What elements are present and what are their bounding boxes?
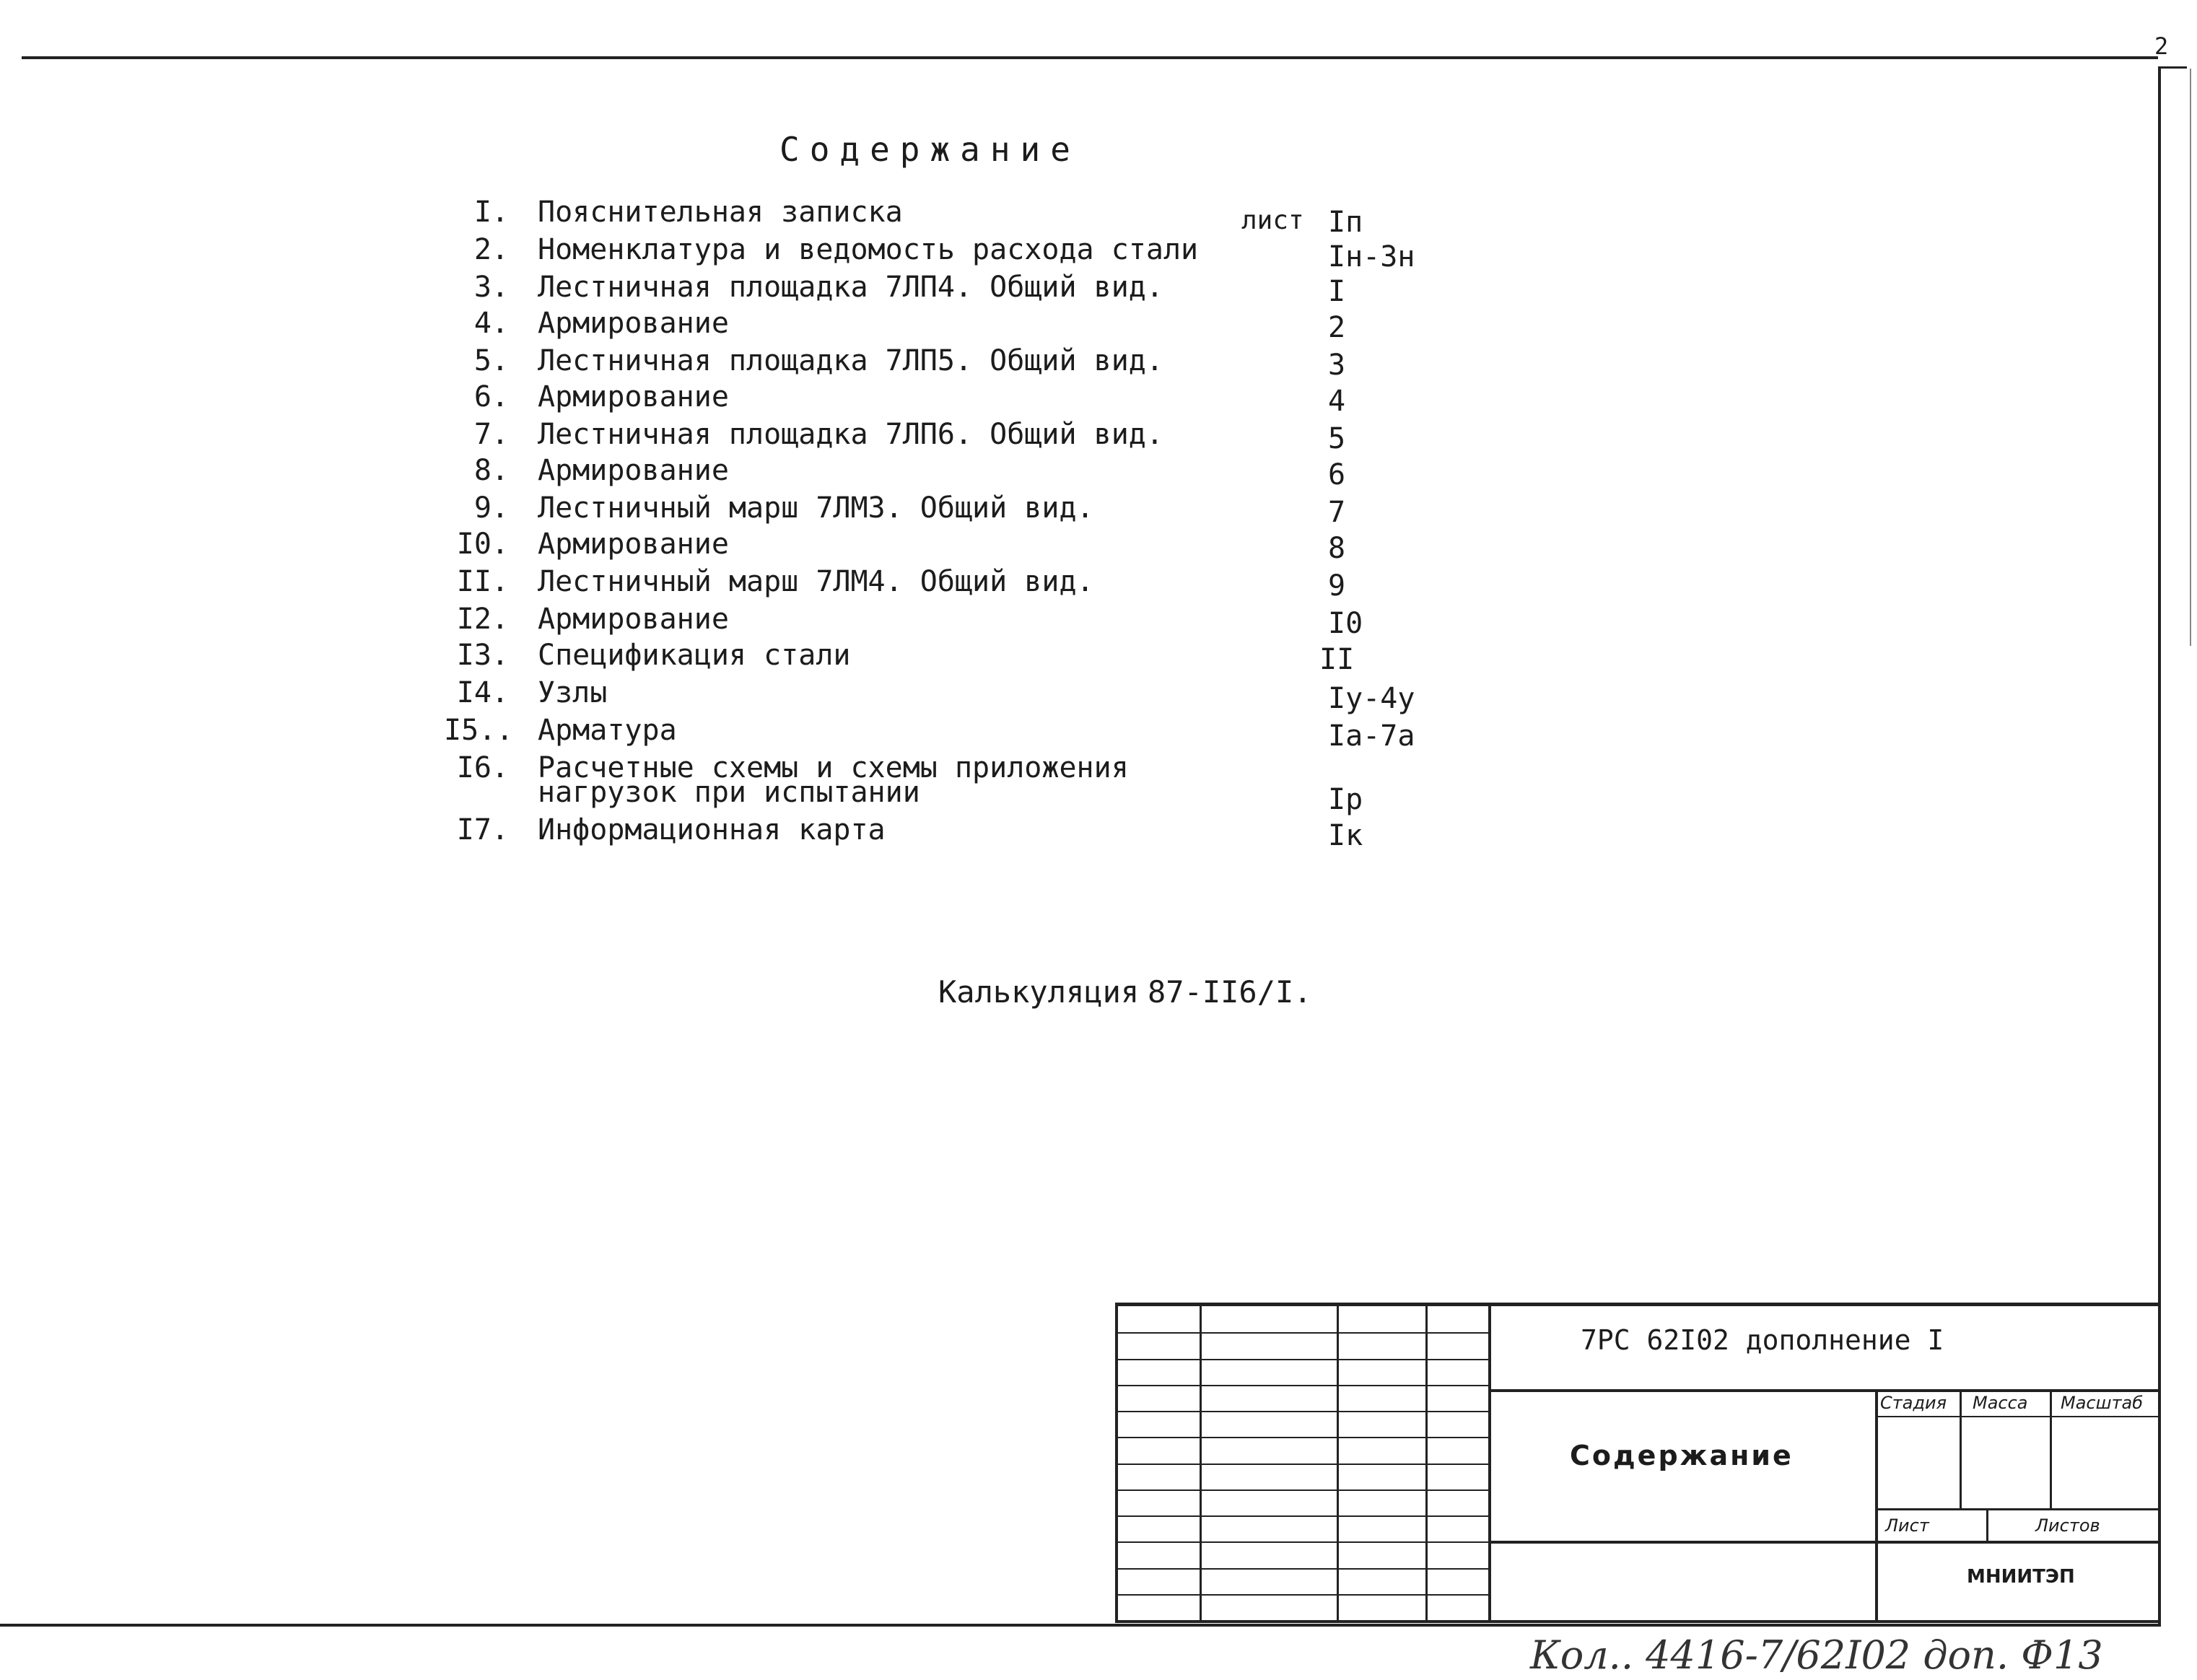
title-block-bottom-line xyxy=(1115,1620,2158,1623)
stage-label: Стадия xyxy=(1880,1393,1947,1413)
item-number: I2. xyxy=(456,603,509,636)
signature-row-line xyxy=(1118,1515,1488,1517)
item-title: Лестничный марш 7ЛМ3. Общий вид. xyxy=(538,491,1094,525)
item-number: 7. xyxy=(473,418,509,451)
sheet-label: Лист xyxy=(1885,1515,1929,1536)
sheet-sheets-divider xyxy=(1986,1508,1988,1541)
item-title: Лестничная площадка 7ЛП6. Общий вид. xyxy=(538,418,1163,451)
item-number: II. xyxy=(456,565,509,598)
signature-row-line xyxy=(1118,1568,1488,1570)
item-sheet: 3 xyxy=(1328,349,1346,382)
item-sheet: Iр xyxy=(1328,783,1363,816)
item-title: Пояснительная записка xyxy=(538,196,903,229)
sign-col-divider-1 xyxy=(1200,1303,1202,1620)
calculation-value: 87-II6/I. xyxy=(1148,974,1312,1010)
item-sheet: Iу-4у xyxy=(1328,682,1415,715)
sheet-column-header: лист xyxy=(1241,206,1304,235)
item-title: Лестничная площадка 7ЛП5. Общий вид. xyxy=(538,344,1163,377)
item-number: I6. xyxy=(456,751,509,784)
item-number: 4. xyxy=(473,307,509,340)
item-sheet: I0 xyxy=(1328,607,1363,640)
item-sheet: 4 xyxy=(1328,385,1346,418)
item-number: 5. xyxy=(473,344,509,377)
item-sheet: 7 xyxy=(1328,496,1346,529)
item-number: I7. xyxy=(456,813,509,846)
item-sheet: Iк xyxy=(1328,819,1363,852)
sheet-count-line xyxy=(1875,1508,2158,1510)
item-number: 3. xyxy=(473,271,509,304)
item-number: I3. xyxy=(456,639,509,672)
stage-section-left-line xyxy=(1875,1389,1878,1620)
item-number: 9. xyxy=(473,491,509,525)
item-title: Лестничная площадка 7ЛП4. Общий вид. xyxy=(538,271,1163,304)
code-row-bottom-line xyxy=(1488,1389,2158,1392)
item-title: Информационная карта xyxy=(538,813,886,846)
item-sheet: II xyxy=(1319,643,1355,676)
sign-col-divider-4 xyxy=(1488,1303,1491,1620)
calculation-label: Калькуляция xyxy=(938,974,1140,1010)
signature-row-line xyxy=(1118,1332,1488,1334)
signature-row-line xyxy=(1118,1541,1488,1543)
signature-row-line xyxy=(1118,1359,1488,1360)
sign-col-divider-3 xyxy=(1425,1303,1428,1620)
item-sheet: Iн-3н xyxy=(1328,240,1415,274)
item-title: Узлы xyxy=(538,676,608,709)
item-title: Лестничный марш 7ЛМ4. Общий вид. xyxy=(538,565,1094,598)
item-number: 6. xyxy=(473,380,509,414)
signature-row-line xyxy=(1118,1594,1488,1596)
title-block-left-line xyxy=(1115,1303,1118,1620)
frame-right-line xyxy=(2158,66,2161,1625)
signature-row-line xyxy=(1118,1437,1488,1438)
item-title: Номенклатура и ведомость расхода стали xyxy=(538,233,1199,266)
item-title: Расчетные схемы и схемы приложения xyxy=(538,751,1129,784)
item-number: I. xyxy=(473,196,509,229)
stage-header-line xyxy=(1875,1416,2158,1417)
frame-top-right-line xyxy=(2158,66,2187,69)
item-sheet: 9 xyxy=(1328,569,1346,603)
item-title: Армирование xyxy=(538,380,729,414)
sheets-label: Листов xyxy=(2035,1515,2100,1536)
item-sheet: 2 xyxy=(1328,311,1346,344)
frame-right-edge xyxy=(2190,69,2191,646)
item-title: Армирование xyxy=(538,454,729,487)
item-number: 8. xyxy=(473,454,509,487)
document-code: 7РС 62I02 дополнение I xyxy=(1581,1324,1944,1356)
signature-row-line xyxy=(1118,1411,1488,1412)
name-row-bottom-line xyxy=(1488,1541,2158,1544)
item-sheet: 8 xyxy=(1328,532,1346,565)
item-number: I0. xyxy=(456,528,509,561)
scale-label: Масштаб xyxy=(2061,1393,2144,1413)
item-title: Армирование xyxy=(538,528,729,561)
item-number: I4. xyxy=(456,676,509,709)
handwritten-note: Кол.. 4416-7/62I02 доп. Ф13 xyxy=(1530,1632,2103,1678)
signature-row-line xyxy=(1118,1489,1488,1491)
signature-row-line xyxy=(1118,1385,1488,1386)
item-sheet: Iа-7а xyxy=(1328,719,1415,753)
page-number: 2 xyxy=(2154,32,2169,60)
item-sheet: 5 xyxy=(1328,422,1346,455)
item-number: I5.. xyxy=(444,714,514,747)
frame-top-line xyxy=(22,56,2158,59)
signature-row-line xyxy=(1118,1464,1488,1465)
mass-scale-divider xyxy=(2050,1389,2052,1508)
item-title: Спецификация стали xyxy=(538,639,851,672)
contents-title: Содержание xyxy=(779,130,1080,169)
organization-name: МНИИТЭП xyxy=(1967,1566,2075,1588)
title-block-top-line xyxy=(1115,1303,2158,1306)
sheet-title: Содержание xyxy=(1570,1440,1794,1471)
item-number: 2. xyxy=(473,233,509,266)
item-title: Армирование xyxy=(538,307,729,340)
item-title: Армирование xyxy=(538,603,729,636)
stage-mass-divider xyxy=(1960,1389,1962,1508)
mass-label: Масса xyxy=(1973,1393,2028,1413)
sign-col-divider-2 xyxy=(1337,1303,1339,1620)
item-sheet: I xyxy=(1328,275,1346,308)
item-title-continuation: нагрузок при испытании xyxy=(538,776,920,809)
frame-bottom-line xyxy=(0,1624,2161,1627)
item-title: Арматура xyxy=(538,714,677,747)
item-sheet: 6 xyxy=(1328,458,1346,491)
item-sheet: Iп xyxy=(1328,206,1363,239)
